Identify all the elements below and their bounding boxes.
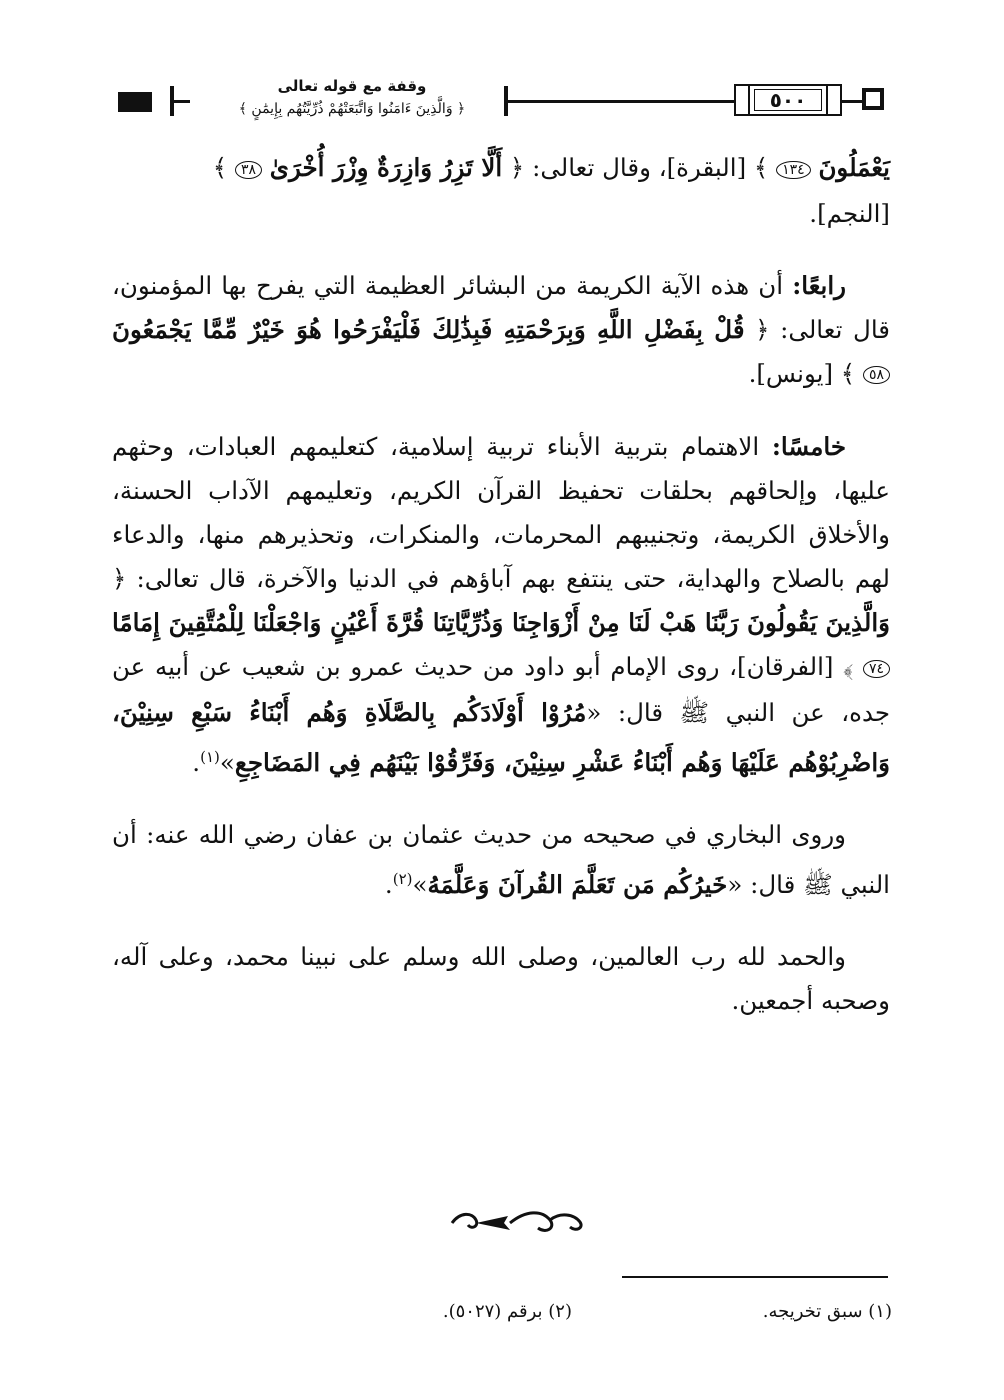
ayah-number: ٣٨	[235, 161, 262, 179]
header-rule-left	[170, 100, 190, 103]
quran-text: وَالَّذِينَ يَقُولُونَ رَبَّنَا هَبْ لَنَا مِنْ أَزْوَاجِنَا وَذُرِّيَّاتِنَا قُرَّةَ أَعْيُنٍ وَاجْعَلْنَا لِلْمُتَّقِينَ إِمَامًا	[112, 608, 890, 637]
text: ﴾ [يونس].	[748, 358, 856, 388]
text: أن هذه الآية الكريمة من البشائر العظيمة التي يفرح بها المؤمنون، قال تعالى: ﴿	[112, 270, 890, 344]
text: »	[219, 747, 235, 777]
footnote-1: (١) سبق تخريجه.	[762, 1301, 892, 1322]
paragraph-4	[112, 813, 890, 907]
text: [النجم].	[809, 198, 890, 228]
text: ﴾ [الفرقان]، روى الإمام أبو داود من حديث عمرو بن شعيب عن أبيه عن جده، عن النبي ﷺ قال: «	[112, 652, 890, 727]
text: ﴾	[212, 153, 228, 182]
header-ornament-bar	[118, 92, 152, 112]
quran-text: أَلَّا تَزِرُ وَازِرَةٌ وِزْرَ أُخْرَىٰ	[269, 153, 503, 182]
paragraph-1	[112, 146, 890, 236]
paragraph-2	[112, 264, 890, 398]
text: والحمد لله رب العالمين، وصلى الله وسلم على نبينا محمد، وعلى آله، وصحبه أجمعين.	[112, 941, 890, 1015]
text: الاهتمام بتربية الأبناء تربية إسلامية، كتعليمهم العبادات، وحثهم عليها، وإلحاقهم بحلقات تحفيظ القرآن الكريم، وتعليمهم الآداب الحسنة، والأخلاق الكريمة، وتجنيبهم المحرمات، والمنكرات، وتحذيرهم منها، والدعاء لهم بالصلاح والهداية، حتى ينتفع بهم آباؤهم في الدنيا والآخرة، قال تعالى: ﴿	[112, 432, 890, 593]
ayah-number: ٥٨	[863, 366, 890, 384]
footnote-ref[interactable]: (١)	[200, 747, 220, 766]
page-number-frame	[734, 82, 844, 120]
page-header	[112, 76, 892, 140]
hadith-text: خَيرُكُم مَن تَعَلَّمَ القُرآنَ وَعَلَّمَهُ	[427, 869, 728, 899]
quran-text: قُلْ بِفَضْلِ اللَّهِ وَبِرَحْمَتِهِ فَبِذَٰلِكَ فَلْيَفْرَحُوا هُوَ خَيْرٌ مِّمَّا يَجْمَعُونَ	[112, 314, 745, 344]
paragraph-lead: خامسًا:	[771, 432, 846, 461]
header-title: وقفة مع قوله تعالى	[277, 77, 427, 95]
text: »	[412, 869, 428, 899]
section-end-ornament	[446, 1208, 586, 1238]
paragraph-3	[112, 425, 890, 785]
page-number: ٥٠٠	[769, 88, 807, 112]
text: .	[192, 747, 201, 777]
ayah-number: ٧٤	[863, 660, 890, 678]
quran-text: يَعْمَلُونَ	[818, 153, 890, 182]
paragraph-lead: رابعًا:	[792, 270, 846, 300]
footnote-separator	[622, 1276, 888, 1278]
text: ﴾ [البقرة]، وقال تعالى: ﴿	[509, 153, 769, 182]
footnote-ref[interactable]: (٢)	[392, 869, 413, 888]
header-rule-middle	[504, 100, 736, 103]
hadith-text: مُرُوْا أَوْلَادَكُم بِالصَّلَاةِ وَهُم أَبْنَاءُ سَبْعِ سِنِيْنَ، وَاضْرِبُوْهُم عَلَيْهَا وَهُم أَبْنَاءُ عَشْرِ سِنِيْنَ، وَفَرِّقُوْا بَيْنَهُم فِي المَضَاجِعِ	[112, 697, 890, 777]
header-ornament-square	[862, 88, 884, 110]
page-body	[112, 146, 890, 1023]
footnote-2: (٢) برقم (٥٠٢٧).	[442, 1301, 572, 1322]
text: وروى البخاري في صحيحه من حديث عثمان بن عفان رضي الله عنه: أن النبي ﷺ قال: «	[112, 819, 890, 899]
text: .	[384, 869, 393, 899]
ayah-number: ١٣٤	[776, 161, 811, 179]
frame-ornament	[826, 84, 842, 116]
paragraph-5	[112, 935, 890, 1023]
header-verse: ﴿ وَالَّذِينَ ءَامَنُوا وَاتَّبَعَتْهُمْ ذُرِّيَّتُهُم بِإِيمَٰنٍ ﴾	[238, 101, 466, 117]
